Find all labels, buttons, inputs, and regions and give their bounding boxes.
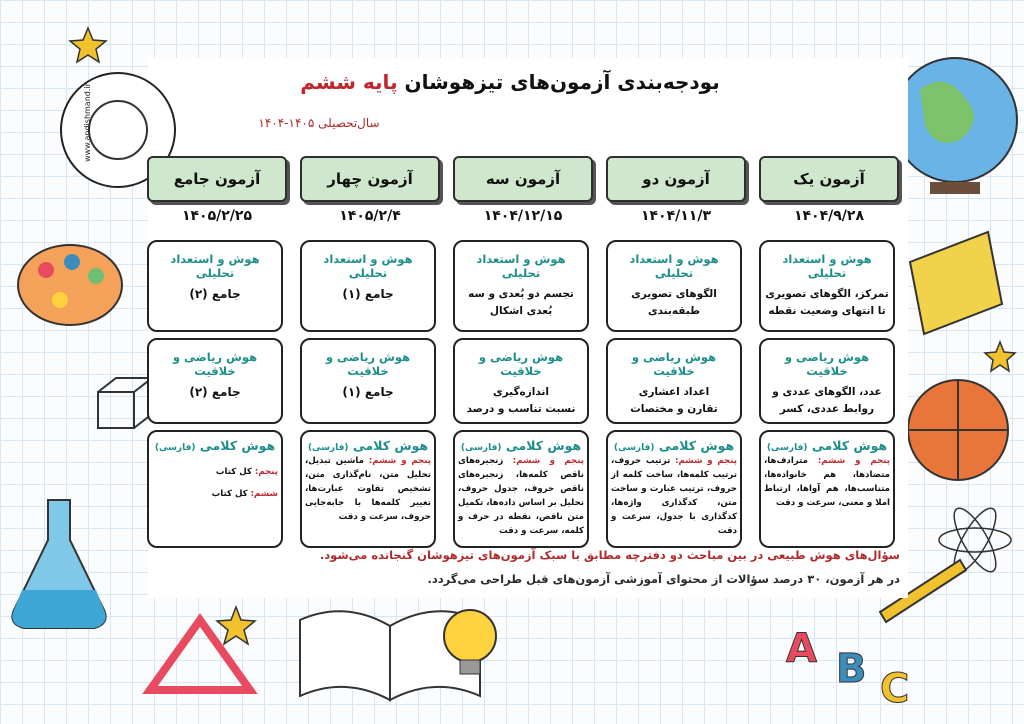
exam-column-3	[453, 156, 593, 548]
logo-site: www.andishmand.ir	[82, 83, 92, 162]
verbal-title: هوش کلامی	[199, 438, 276, 453]
section-title: هوش و استعداد تحلیلی	[782, 252, 872, 280]
verbal-section	[453, 430, 589, 548]
section-body: تجسم دو بُعدی و سه بُعدی اشکال	[468, 288, 574, 317]
math-section	[759, 338, 895, 424]
verbal-title: هوش کلامی	[811, 438, 888, 453]
grade-text: ترتیب حروف، ترتیب کلمه‌ها، ساخت کلمه از حروف، ترتیب عبارت و ساخت متن، کدگذاری واژه‌ها، کدگذاری با جدول، سرعت و دقت	[611, 456, 737, 536]
verbal-body	[305, 454, 431, 524]
exam-header: آزمون سه	[453, 156, 593, 202]
analytical-section	[453, 240, 589, 332]
exam-header: آزمون یک	[759, 156, 899, 202]
exam-date: ۱۴۰۴/۱۱/۳	[640, 208, 712, 224]
page-title-main: بودجه‌بندی آزمون‌های تیزهوشان	[404, 70, 720, 94]
star-icon	[985, 342, 1015, 371]
section-title: هوش ریاضی و خلاقیت	[325, 350, 411, 378]
verbal-subtitle: (فارسی)	[154, 443, 196, 453]
section-title	[611, 438, 737, 453]
analytical-section	[147, 240, 283, 332]
section-body: عدد، الگوهای عددی و روابط عددی، کسر	[772, 386, 882, 415]
note-1: سؤال‌های هوش طبیعی در بین مباحث دو دفترچه مطابق با سبک آزمون‌های تیزهوشان گنجانده می‌شود.	[319, 548, 900, 562]
verbal-body	[152, 461, 278, 505]
verbal-subtitle: (فارسی)	[613, 443, 655, 453]
verbal-section	[759, 430, 895, 548]
verbal-title: هوش کلامی	[352, 438, 429, 453]
verbal-section	[606, 430, 742, 548]
verbal-body	[458, 454, 584, 538]
exam-date: ۱۴۰۴/۱۲/۱۵	[483, 208, 563, 224]
math-section	[606, 338, 742, 424]
grade-label: پنجم و ششم:	[512, 456, 584, 466]
section-body: جامع (۱)	[342, 287, 394, 301]
math-section	[300, 338, 436, 424]
section-title: هوش و استعداد تحلیلی	[170, 252, 260, 280]
verbal-title: هوش کلامی	[658, 438, 735, 453]
section-body: اعداد اعشاری تقارن و مختصات	[630, 386, 718, 415]
grade-label: پنجم و ششم:	[675, 456, 737, 466]
academic-year: سال‌تحصیلی ۱۴۰۵-۱۴۰۴	[258, 116, 380, 130]
section-title	[764, 438, 890, 453]
exam-header: آزمون چهار	[300, 156, 440, 202]
math-section	[453, 338, 589, 424]
analytical-section	[759, 240, 895, 332]
section-title: هوش و استعداد تحلیلی	[476, 252, 566, 280]
analytical-section	[300, 240, 436, 332]
section-body: جامع (۱)	[342, 385, 394, 399]
section-title	[458, 438, 584, 453]
globe-icon	[893, 58, 1017, 194]
analytical-section	[606, 240, 742, 332]
abc-letters-icon	[786, 626, 909, 712]
exam-column-2	[606, 156, 746, 548]
grade-text: زنجیره‌های ناقص کلمه‌ها، زنجیره‌های ناقص حروف، جدول حروف، تحلیل بر اساس داده‌ها، تکمیل متن ناقص، نقطه در حرف و کلمه، سرعت و دقت	[458, 456, 584, 536]
section-title: هوش و استعداد تحلیلی	[629, 252, 719, 280]
section-title: هوش ریاضی و خلاقیت	[631, 350, 717, 378]
grade-text: کل کتاب	[215, 467, 252, 477]
grade-text: مترادف‌ها، متضادها، هم خانواده‌ها، متناسب‌ها، هم آواها، ارتباط املا و معنی، سرعت و دقت	[764, 456, 890, 508]
page-title	[300, 70, 720, 104]
verbal-subtitle: (فارسی)	[307, 443, 349, 453]
grade-label: پنجم و ششم:	[368, 456, 431, 466]
star-icon	[217, 607, 255, 644]
exam-column-4	[300, 156, 440, 548]
section-title: هوش و استعداد تحلیلی	[323, 252, 413, 280]
grade-label: پنجم و ششم:	[817, 456, 890, 466]
book-icon	[910, 232, 1002, 334]
palette-icon	[18, 245, 122, 325]
star-icon	[70, 28, 106, 62]
section-title: هوش ریاضی و خلاقیت	[478, 350, 564, 378]
grade-label: ششم:	[250, 489, 278, 499]
note-2: در هر آزمون، ۳۰ درصد سؤالات از محتوای آموزشی آزمون‌های قبل طراحی می‌گردد.	[427, 572, 900, 586]
grade-text: ماشین تبدیل، تحلیل متن، نام‌گذاری متن، تشخیص تفاوت عبارت‌ها، تغییر کلمه‌ها با جابه‌جایی حروف، سرعت و دقت	[305, 456, 431, 522]
verbal-section	[147, 430, 283, 548]
math-section	[147, 338, 283, 424]
page-title-highlight: پایه ششم	[300, 70, 398, 94]
cube-icon	[98, 378, 152, 428]
basketball-icon	[908, 380, 1008, 480]
section-body: تمرکز، الگوهای تصویری تا انتهای وضعیت نقطه	[765, 288, 889, 317]
grade-label: پنجم:	[254, 467, 278, 477]
section-title	[305, 438, 431, 453]
section-title: هوش ریاضی و خلاقیت	[784, 350, 870, 378]
section-title: هوش ریاضی و خلاقیت	[172, 350, 258, 378]
verbal-subtitle: (فارسی)	[460, 443, 502, 453]
exam-header: آزمون دو	[606, 156, 746, 202]
exam-column-5	[147, 156, 287, 548]
verbal-title: هوش کلامی	[505, 438, 582, 453]
section-title	[152, 438, 278, 453]
exam-header: آزمون جامع	[147, 156, 287, 202]
verbal-section	[300, 430, 436, 548]
exam-date: ۱۴۰۵/۲/۴	[339, 208, 401, 224]
lightbulb-icon	[88, 100, 148, 160]
verbal-body	[764, 454, 890, 510]
verbal-body	[611, 454, 737, 538]
section-body: الگوهای تصویری طبقه‌بندی	[631, 288, 717, 317]
flask-icon	[12, 500, 105, 628]
section-body: اندازه‌گیری نسبت تناسب و درصد	[466, 386, 576, 415]
exam-column-1	[759, 156, 899, 548]
exam-date: ۱۴۰۵/۲/۲۵	[181, 208, 253, 224]
section-body: جامع (۲)	[189, 287, 241, 301]
svg-text:A: A	[786, 626, 817, 672]
grade-text: کل کتاب	[211, 489, 248, 499]
verbal-subtitle: (فارسی)	[766, 443, 808, 453]
svg-text:B: B	[836, 646, 867, 692]
exam-date: ۱۴۰۴/۹/۲۸	[793, 208, 865, 224]
section-body: جامع (۲)	[189, 385, 241, 399]
svg-text:C: C	[880, 666, 910, 712]
